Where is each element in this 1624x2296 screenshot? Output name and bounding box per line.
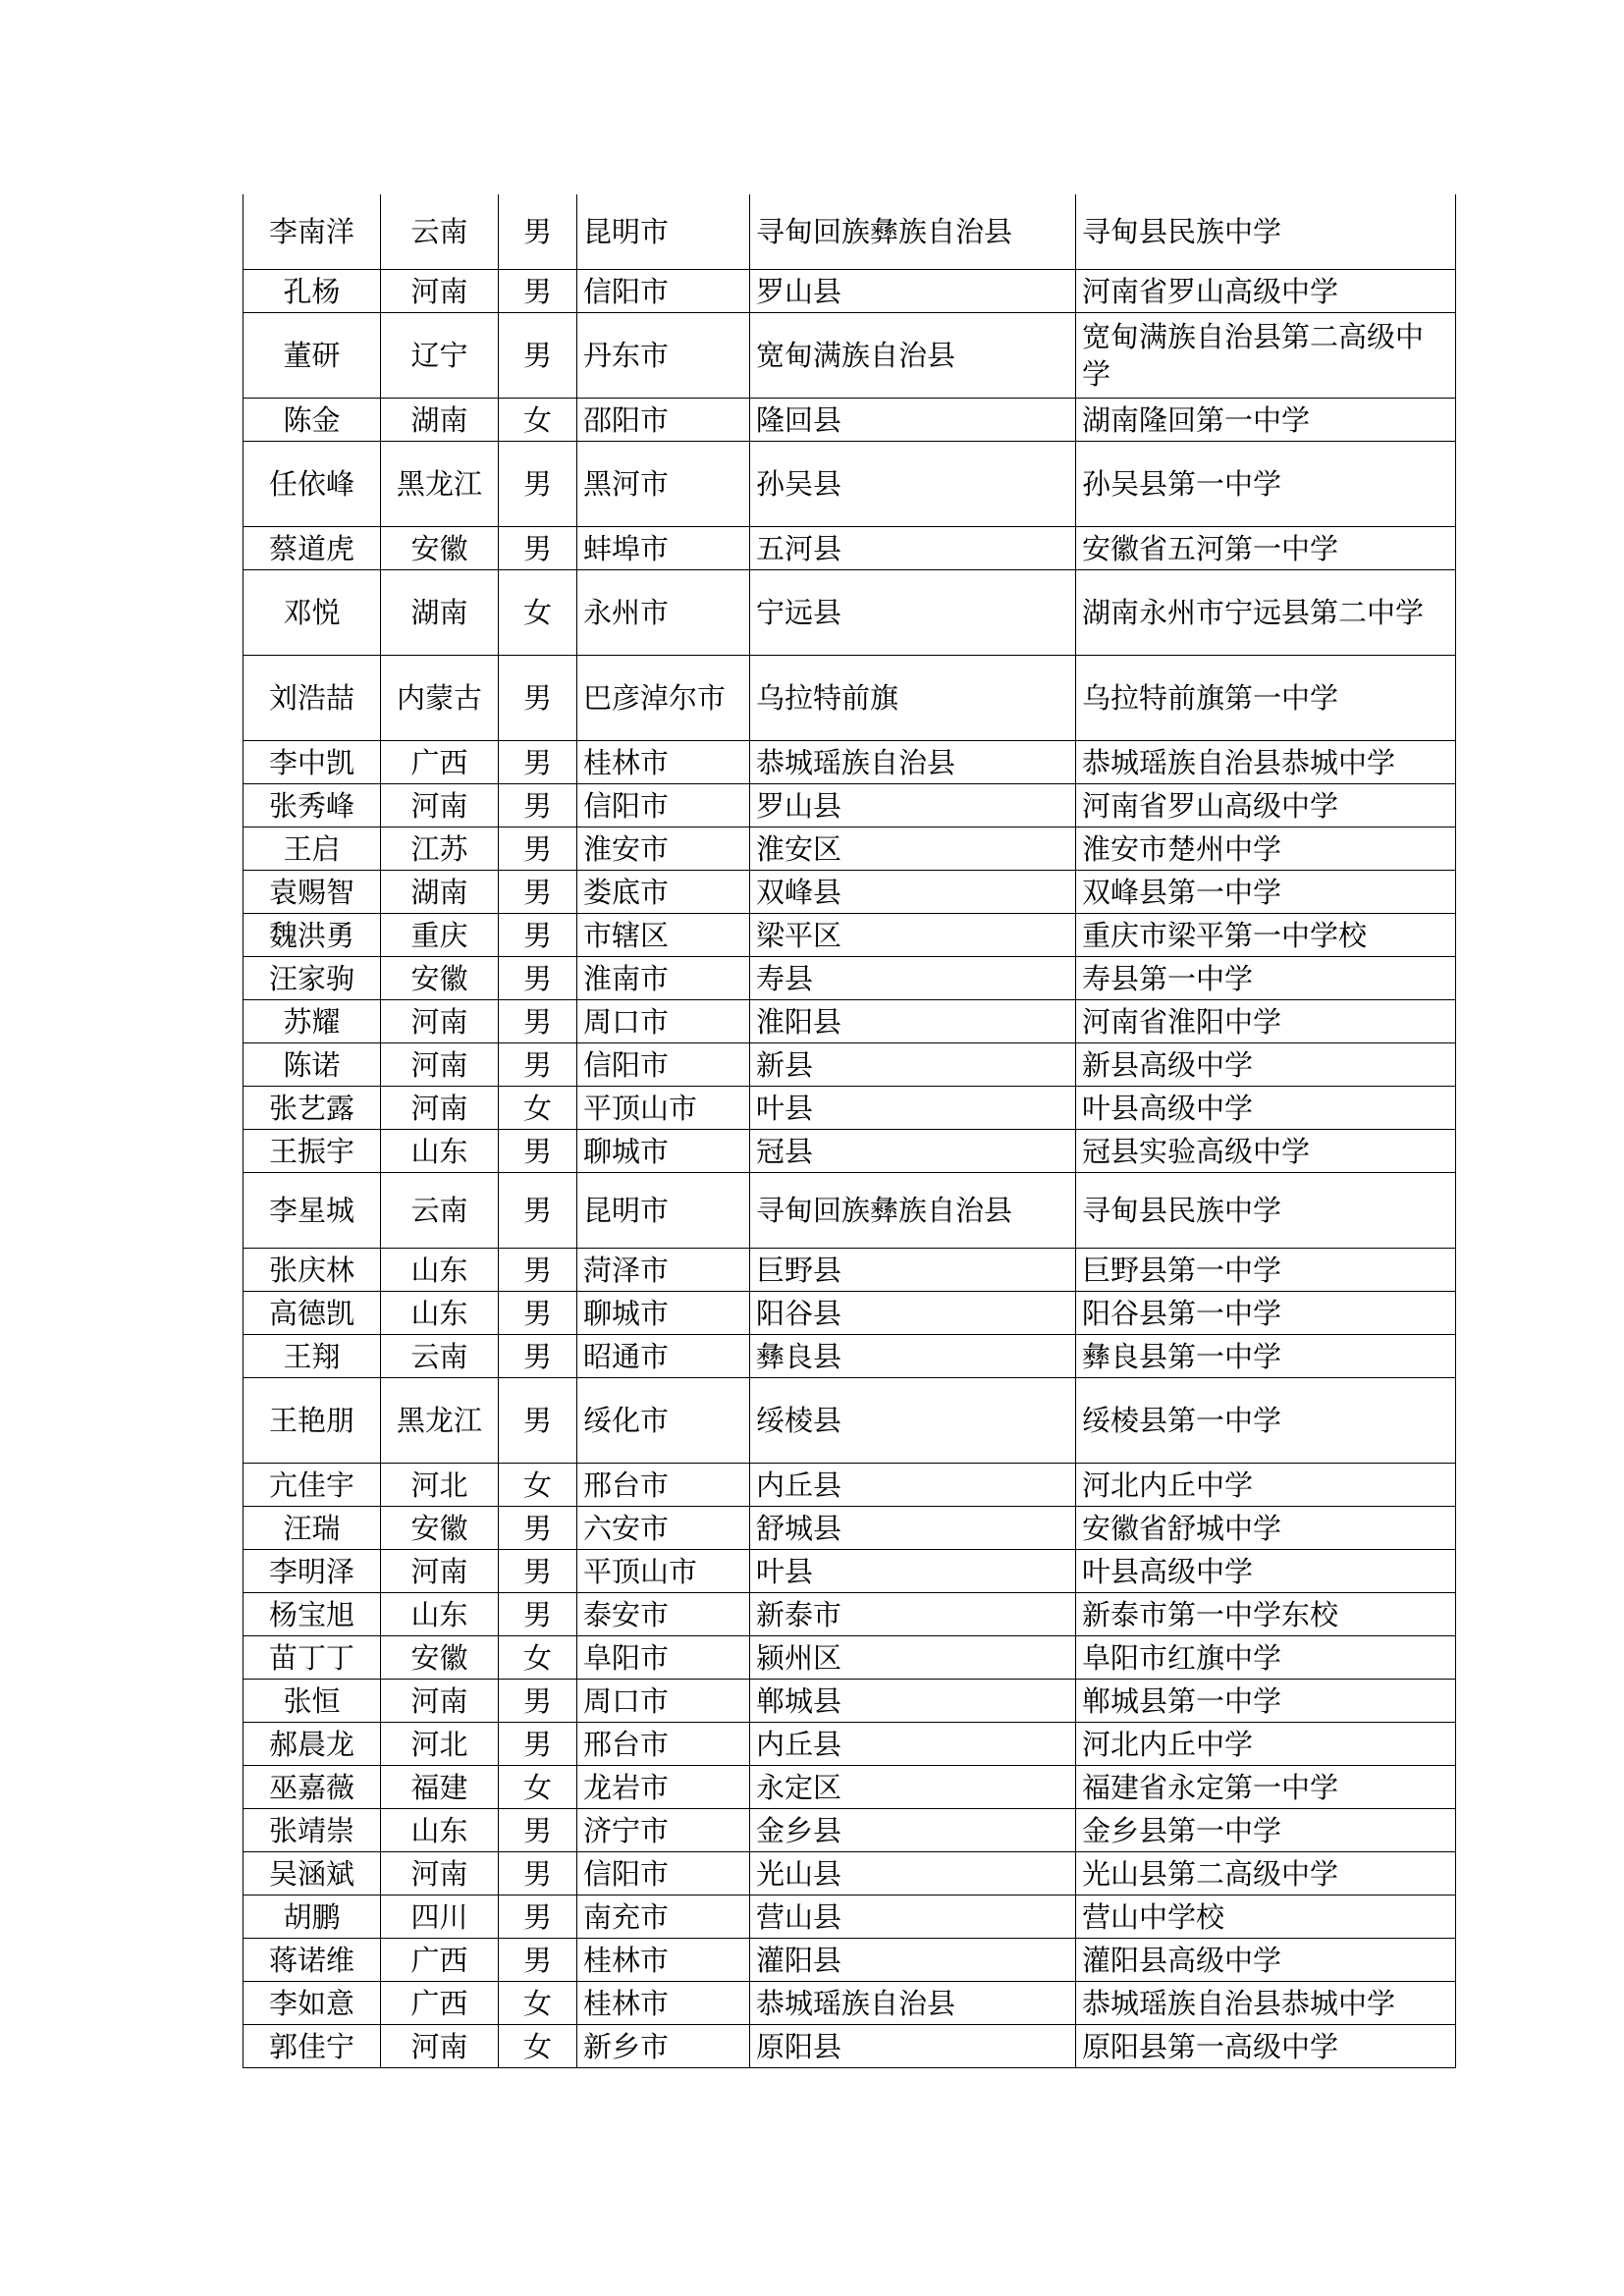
student-name: 张艺露 [244, 1087, 381, 1130]
table-row [244, 1292, 1456, 1335]
table-row [244, 1000, 1456, 1043]
county: 恭城瑶族自治县 [750, 741, 1076, 784]
table-row [244, 1982, 1456, 2025]
school: 重庆市梁平第一中学校 [1076, 914, 1456, 957]
school: 新县高级中学 [1076, 1043, 1456, 1087]
table-row [244, 1464, 1456, 1507]
student-name: 袁赐智 [244, 871, 381, 914]
table-row [244, 1723, 1456, 1766]
table-row [244, 871, 1456, 914]
gender: 男 [499, 914, 577, 957]
county: 永定区 [750, 1766, 1076, 1809]
school: 光山县第二高级中学 [1076, 1852, 1456, 1896]
table-row [244, 1896, 1456, 1939]
city: 昆明市 [577, 1173, 750, 1249]
student-name: 刘浩喆 [244, 656, 381, 741]
gender: 男 [499, 527, 577, 570]
table-row [244, 656, 1456, 741]
city: 绥化市 [577, 1378, 750, 1464]
table-row [244, 442, 1456, 527]
school: 阜阳市红旗中学 [1076, 1636, 1456, 1680]
school: 冠县实验高级中学 [1076, 1130, 1456, 1173]
school: 金乡县第一中学 [1076, 1809, 1456, 1852]
county: 寿县 [750, 957, 1076, 1000]
province: 云南 [381, 1335, 499, 1378]
city: 桂林市 [577, 1982, 750, 2025]
province: 河南 [381, 1043, 499, 1087]
city: 泰安市 [577, 1593, 750, 1636]
gender: 男 [499, 1680, 577, 1723]
table-row [244, 1173, 1456, 1249]
province: 山东 [381, 1249, 499, 1292]
county: 阳谷县 [750, 1292, 1076, 1335]
school: 绥棱县第一中学 [1076, 1378, 1456, 1464]
student-name: 郭佳宁 [244, 2025, 381, 2068]
school: 河北内丘中学 [1076, 1723, 1456, 1766]
county: 罗山县 [750, 270, 1076, 313]
school: 郸城县第一中学 [1076, 1680, 1456, 1723]
school: 恭城瑶族自治县恭城中学 [1076, 1982, 1456, 2025]
table-row [244, 570, 1456, 656]
student-name: 吴涵斌 [244, 1852, 381, 1896]
school: 新泰市第一中学东校 [1076, 1593, 1456, 1636]
county: 新县 [750, 1043, 1076, 1087]
school: 安徽省五河第一中学 [1076, 527, 1456, 570]
gender: 男 [499, 1335, 577, 1378]
student-name: 郝晨龙 [244, 1723, 381, 1766]
gender: 女 [499, 1464, 577, 1507]
province: 广西 [381, 1982, 499, 2025]
school: 湖南永州市宁远县第二中学 [1076, 570, 1456, 656]
city: 巴彦淖尔市 [577, 656, 750, 741]
province: 河南 [381, 1550, 499, 1593]
school: 寻甸县民族中学 [1076, 194, 1456, 270]
county: 孙吴县 [750, 442, 1076, 527]
province: 湖南 [381, 399, 499, 442]
student-name: 汪家驹 [244, 957, 381, 1000]
school: 双峰县第一中学 [1076, 871, 1456, 914]
gender: 男 [499, 957, 577, 1000]
table-row [244, 1550, 1456, 1593]
gender: 男 [499, 442, 577, 527]
student-name: 陈诺 [244, 1043, 381, 1087]
school: 淮安市楚州中学 [1076, 828, 1456, 871]
gender: 男 [499, 1173, 577, 1249]
school: 恭城瑶族自治县恭城中学 [1076, 741, 1456, 784]
province: 山东 [381, 1292, 499, 1335]
city: 丹东市 [577, 313, 750, 399]
city: 聊城市 [577, 1130, 750, 1173]
gender: 男 [499, 1896, 577, 1939]
province: 河南 [381, 270, 499, 313]
county: 寻甸回族彝族自治县 [750, 1173, 1076, 1249]
province: 辽宁 [381, 313, 499, 399]
gender: 男 [499, 1852, 577, 1896]
gender: 女 [499, 1636, 577, 1680]
city: 邢台市 [577, 1464, 750, 1507]
city: 桂林市 [577, 741, 750, 784]
gender: 男 [499, 194, 577, 270]
province: 河南 [381, 1680, 499, 1723]
student-name: 王启 [244, 828, 381, 871]
table-row [244, 1378, 1456, 1464]
city: 新乡市 [577, 2025, 750, 2068]
county: 隆回县 [750, 399, 1076, 442]
student-name: 张庆林 [244, 1249, 381, 1292]
province: 云南 [381, 1173, 499, 1249]
province: 四川 [381, 1896, 499, 1939]
table-row [244, 270, 1456, 313]
table-row [244, 1335, 1456, 1378]
table-row [244, 1043, 1456, 1087]
gender: 女 [499, 1766, 577, 1809]
table-row [244, 527, 1456, 570]
gender: 男 [499, 1939, 577, 1982]
gender: 男 [499, 1043, 577, 1087]
student-name: 孔杨 [244, 270, 381, 313]
county: 新泰市 [750, 1593, 1076, 1636]
gender: 男 [499, 1000, 577, 1043]
student-name: 李星城 [244, 1173, 381, 1249]
province: 河南 [381, 784, 499, 828]
student-name: 汪瑞 [244, 1507, 381, 1550]
city: 信阳市 [577, 270, 750, 313]
gender: 男 [499, 1809, 577, 1852]
county: 双峰县 [750, 871, 1076, 914]
gender: 男 [499, 656, 577, 741]
province: 湖南 [381, 871, 499, 914]
county: 原阳县 [750, 2025, 1076, 2068]
student-name: 李如意 [244, 1982, 381, 2025]
school: 灌阳县高级中学 [1076, 1939, 1456, 1982]
county: 淮安区 [750, 828, 1076, 871]
city: 平顶山市 [577, 1550, 750, 1593]
student-name: 魏洪勇 [244, 914, 381, 957]
gender: 女 [499, 399, 577, 442]
gender: 男 [499, 784, 577, 828]
gender: 男 [499, 1292, 577, 1335]
province: 山东 [381, 1809, 499, 1852]
table-row [244, 313, 1456, 399]
table-row [244, 1809, 1456, 1852]
province: 河南 [381, 1087, 499, 1130]
city: 黑河市 [577, 442, 750, 527]
gender: 男 [499, 1550, 577, 1593]
county: 巨野县 [750, 1249, 1076, 1292]
city: 邢台市 [577, 1723, 750, 1766]
table-row [244, 1087, 1456, 1130]
table-row [244, 1766, 1456, 1809]
city: 济宁市 [577, 1809, 750, 1852]
city: 昭通市 [577, 1335, 750, 1378]
county: 颍州区 [750, 1636, 1076, 1680]
province: 广西 [381, 741, 499, 784]
province: 山东 [381, 1130, 499, 1173]
county: 叶县 [750, 1087, 1076, 1130]
roster-body [244, 194, 1456, 2068]
student-name: 胡鹏 [244, 1896, 381, 1939]
gender: 男 [499, 741, 577, 784]
school: 叶县高级中学 [1076, 1087, 1456, 1130]
gender: 男 [499, 270, 577, 313]
student-name: 王艳朋 [244, 1378, 381, 1464]
school: 寿县第一中学 [1076, 957, 1456, 1000]
county: 内丘县 [750, 1723, 1076, 1766]
county: 淮阳县 [750, 1000, 1076, 1043]
province: 内蒙古 [381, 656, 499, 741]
city: 平顶山市 [577, 1087, 750, 1130]
school: 巨野县第一中学 [1076, 1249, 1456, 1292]
school: 原阳县第一高级中学 [1076, 2025, 1456, 2068]
province: 黑龙江 [381, 1378, 499, 1464]
province: 湖南 [381, 570, 499, 656]
gender: 女 [499, 1087, 577, 1130]
county: 乌拉特前旗 [750, 656, 1076, 741]
city: 邵阳市 [577, 399, 750, 442]
student-name: 董研 [244, 313, 381, 399]
table-row [244, 1939, 1456, 1982]
province: 河北 [381, 1723, 499, 1766]
city: 菏泽市 [577, 1249, 750, 1292]
school: 安徽省舒城中学 [1076, 1507, 1456, 1550]
student-name: 李南洋 [244, 194, 381, 270]
county: 宁远县 [750, 570, 1076, 656]
student-name: 任依峰 [244, 442, 381, 527]
county: 营山县 [750, 1896, 1076, 1939]
school: 叶县高级中学 [1076, 1550, 1456, 1593]
table-row [244, 741, 1456, 784]
gender: 男 [499, 1507, 577, 1550]
student-name: 李明泽 [244, 1550, 381, 1593]
table-row [244, 2025, 1456, 2068]
county: 五河县 [750, 527, 1076, 570]
county: 灌阳县 [750, 1939, 1076, 1982]
gender: 女 [499, 2025, 577, 2068]
school: 河南省淮阳中学 [1076, 1000, 1456, 1043]
gender: 男 [499, 1593, 577, 1636]
province: 河南 [381, 1852, 499, 1896]
student-name: 巫嘉薇 [244, 1766, 381, 1809]
table-row [244, 784, 1456, 828]
school: 营山中学校 [1076, 1896, 1456, 1939]
school: 河南省罗山高级中学 [1076, 784, 1456, 828]
student-name: 蒋诺维 [244, 1939, 381, 1982]
province: 广西 [381, 1939, 499, 1982]
table-row [244, 828, 1456, 871]
table-row [244, 1507, 1456, 1550]
county: 叶县 [750, 1550, 1076, 1593]
school: 孙吴县第一中学 [1076, 442, 1456, 527]
province: 河南 [381, 2025, 499, 2068]
school: 乌拉特前旗第一中学 [1076, 656, 1456, 741]
city: 聊城市 [577, 1292, 750, 1335]
county: 梁平区 [750, 914, 1076, 957]
gender: 男 [499, 1249, 577, 1292]
city: 昆明市 [577, 194, 750, 270]
school: 彝良县第一中学 [1076, 1335, 1456, 1378]
student-name: 张靖崇 [244, 1809, 381, 1852]
student-name: 王振宇 [244, 1130, 381, 1173]
student-name: 蔡道虎 [244, 527, 381, 570]
gender: 男 [499, 828, 577, 871]
school: 寻甸县民族中学 [1076, 1173, 1456, 1249]
province: 安徽 [381, 527, 499, 570]
province: 山东 [381, 1593, 499, 1636]
county: 内丘县 [750, 1464, 1076, 1507]
table-row [244, 194, 1456, 270]
gender: 男 [499, 871, 577, 914]
table-row [244, 1636, 1456, 1680]
province: 黑龙江 [381, 442, 499, 527]
city: 周口市 [577, 1000, 750, 1043]
city: 桂林市 [577, 1939, 750, 1982]
student-name: 杨宝旭 [244, 1593, 381, 1636]
student-name: 高德凯 [244, 1292, 381, 1335]
county: 绥棱县 [750, 1378, 1076, 1464]
school: 河北内丘中学 [1076, 1464, 1456, 1507]
student-name: 张秀峰 [244, 784, 381, 828]
county: 罗山县 [750, 784, 1076, 828]
table-row [244, 1852, 1456, 1896]
city: 信阳市 [577, 1852, 750, 1896]
province: 江苏 [381, 828, 499, 871]
table-row [244, 1130, 1456, 1173]
province: 安徽 [381, 1636, 499, 1680]
city: 市辖区 [577, 914, 750, 957]
table-row [244, 957, 1456, 1000]
province: 安徽 [381, 957, 499, 1000]
table-row [244, 1593, 1456, 1636]
table-row [244, 1680, 1456, 1723]
student-name: 苏耀 [244, 1000, 381, 1043]
student-name: 王翔 [244, 1335, 381, 1378]
student-name: 张恒 [244, 1680, 381, 1723]
county: 金乡县 [750, 1809, 1076, 1852]
city: 六安市 [577, 1507, 750, 1550]
province: 安徽 [381, 1507, 499, 1550]
gender: 男 [499, 1378, 577, 1464]
student-name: 邓悦 [244, 570, 381, 656]
county: 冠县 [750, 1130, 1076, 1173]
city: 周口市 [577, 1680, 750, 1723]
city: 淮南市 [577, 957, 750, 1000]
city: 龙岩市 [577, 1766, 750, 1809]
city: 南充市 [577, 1896, 750, 1939]
gender: 女 [499, 570, 577, 656]
school: 宽甸满族自治县第二高级中学 [1076, 313, 1456, 399]
county: 光山县 [750, 1852, 1076, 1896]
city: 淮安市 [577, 828, 750, 871]
province: 云南 [381, 194, 499, 270]
county: 彝良县 [750, 1335, 1076, 1378]
county: 郸城县 [750, 1680, 1076, 1723]
county: 舒城县 [750, 1507, 1076, 1550]
city: 娄底市 [577, 871, 750, 914]
city: 永州市 [577, 570, 750, 656]
student-name: 亢佳宇 [244, 1464, 381, 1507]
county: 宽甸满族自治县 [750, 313, 1076, 399]
city: 信阳市 [577, 784, 750, 828]
gender: 女 [499, 1982, 577, 2025]
table-row [244, 914, 1456, 957]
school: 福建省永定第一中学 [1076, 1766, 1456, 1809]
student-name: 李中凯 [244, 741, 381, 784]
student-roster-table [243, 194, 1456, 2068]
student-name: 苗丁丁 [244, 1636, 381, 1680]
province: 福建 [381, 1766, 499, 1809]
gender: 男 [499, 1723, 577, 1766]
province: 重庆 [381, 914, 499, 957]
gender: 男 [499, 1130, 577, 1173]
table-row [244, 399, 1456, 442]
province: 河北 [381, 1464, 499, 1507]
county: 恭城瑶族自治县 [750, 1982, 1076, 2025]
city: 蚌埠市 [577, 527, 750, 570]
gender: 男 [499, 313, 577, 399]
school: 河南省罗山高级中学 [1076, 270, 1456, 313]
province: 河南 [381, 1000, 499, 1043]
student-name: 陈金 [244, 399, 381, 442]
school: 湖南隆回第一中学 [1076, 399, 1456, 442]
table-row [244, 1249, 1456, 1292]
county: 寻甸回族彝族自治县 [750, 194, 1076, 270]
city: 信阳市 [577, 1043, 750, 1087]
city: 阜阳市 [577, 1636, 750, 1680]
school: 阳谷县第一中学 [1076, 1292, 1456, 1335]
